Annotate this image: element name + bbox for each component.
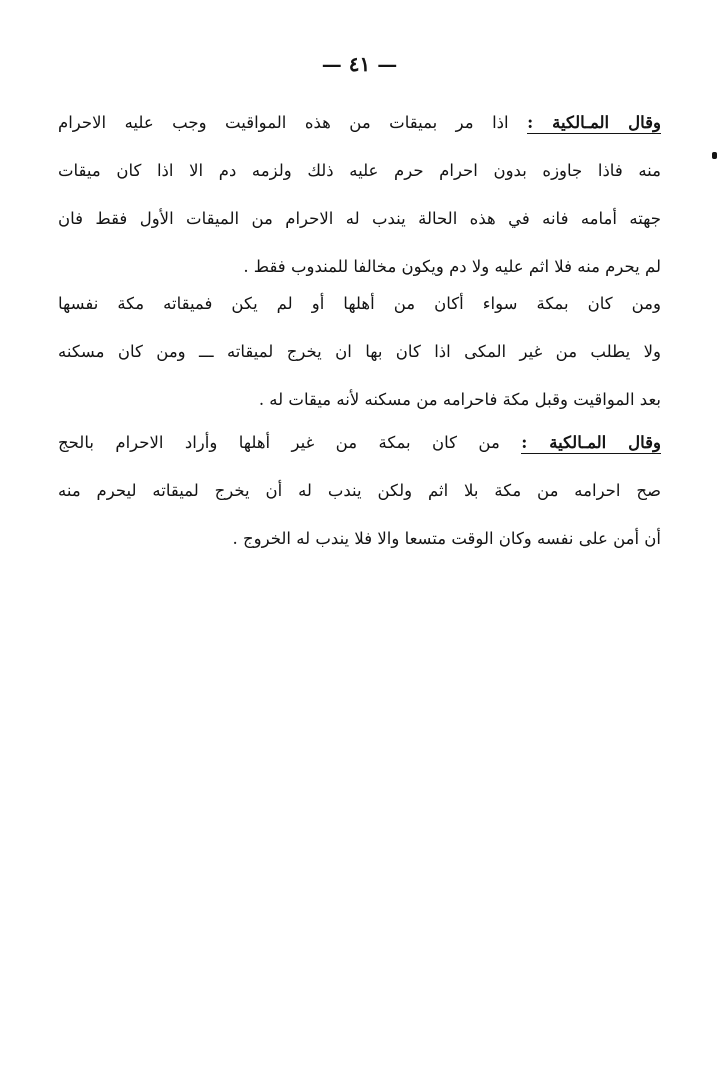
text-line: ولا يطلب من غير المكى اذا كان بها ان يخرج لميقاته ـــ ومن كان مسكنه (58, 342, 661, 361)
line-text: اذا مر بميقات من هذه المواقيت وجب عليه الاحرام (58, 113, 509, 132)
text-line: بعد المواقيت وقبل مكة فاحرامه من مسكنه لأنه ميقات له . (258, 390, 661, 409)
paragraph-2 (58, 280, 661, 424)
margin-mark (712, 152, 717, 159)
text-line: صح احرامه من مكة بلا اثم ولكن يندب له أن يخرج لميقاته ليحرم منه (58, 481, 661, 500)
text-line: لم يحرم منه فلا اثم عليه ولا دم ويكون مخالفا للمندوب فقط . (243, 257, 661, 276)
section-label: وقال المـالكية : (521, 433, 662, 452)
section-label: وقال المـالكية : (527, 113, 661, 132)
text-line (58, 419, 661, 467)
paragraph-1 (58, 99, 661, 291)
line-text: من كان بمكة من غير أهلها وأراد الاحرام بالحج (58, 433, 500, 452)
text-line: أن أمن على نفسه وكان الوقت متسعا والا فلا يندب له الخروج . (232, 529, 661, 548)
text-line: ومن كان بمكة سواء أكان من أهلها أو لم يكن فميقاته مكة نفسها (58, 294, 661, 313)
text-line: جهته أمامه فانه في هذه الحالة يندب له الاحرام من الميقات الأول فقط فان (58, 209, 661, 228)
paragraph-3 (58, 419, 661, 563)
page-number: — ٤١ — (321, 52, 398, 76)
text-line: منه فاذا جاوزه بدون احرام حرم عليه ذلك ولزمه دم الا اذا كان ميقات (58, 161, 661, 180)
text-line (58, 99, 661, 147)
